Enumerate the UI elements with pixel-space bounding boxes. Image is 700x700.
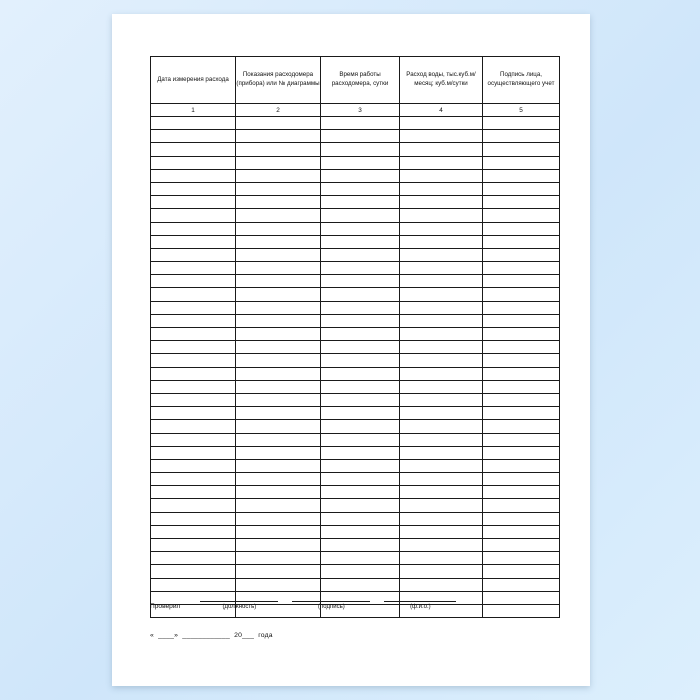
- cell-measurement-date[interactable]: [151, 341, 236, 354]
- cell-measurement-date[interactable]: [151, 275, 236, 288]
- cell-measurement-date[interactable]: [151, 578, 236, 591]
- cell-meter-readings[interactable]: [236, 420, 321, 433]
- cell-operating-time[interactable]: [321, 143, 400, 156]
- checked-by-label: Проверил: [150, 603, 181, 610]
- cell-measurement-date[interactable]: [151, 222, 236, 235]
- cell-measurement-date[interactable]: [151, 407, 236, 420]
- cell-water-consumption[interactable]: [400, 486, 483, 499]
- cell-measurement-date[interactable]: [151, 328, 236, 341]
- cell-signature[interactable]: [483, 169, 560, 182]
- table-row: [151, 539, 560, 552]
- cell-operating-time[interactable]: [321, 156, 400, 169]
- cell-signature[interactable]: [483, 446, 560, 459]
- cell-measurement-date[interactable]: [151, 314, 236, 327]
- table-row: [151, 156, 560, 169]
- cell-signature[interactable]: [483, 182, 560, 195]
- cell-signature[interactable]: [483, 459, 560, 472]
- table-row: [151, 446, 560, 459]
- table-row: [151, 262, 560, 275]
- cell-signature[interactable]: [483, 380, 560, 393]
- cell-signature[interactable]: [483, 288, 560, 301]
- cell-meter-readings[interactable]: [236, 262, 321, 275]
- table-row: [151, 341, 560, 354]
- cell-signature[interactable]: [483, 367, 560, 380]
- cell-operating-time[interactable]: [321, 209, 400, 222]
- cell-meter-readings[interactable]: [236, 117, 321, 130]
- signature-line-signature[interactable]: [292, 594, 370, 602]
- cell-signature[interactable]: [483, 117, 560, 130]
- cell-signature[interactable]: [483, 393, 560, 406]
- cell-measurement-date[interactable]: [151, 552, 236, 565]
- cell-signature[interactable]: [483, 407, 560, 420]
- cell-signature[interactable]: [483, 341, 560, 354]
- table-row: [151, 565, 560, 578]
- cell-water-consumption[interactable]: [400, 341, 483, 354]
- cell-operating-time[interactable]: [321, 380, 400, 393]
- cell-meter-readings[interactable]: [236, 512, 321, 525]
- cell-signature[interactable]: [483, 262, 560, 275]
- table-row: [151, 433, 560, 446]
- column-header-meter-readings: Показания расходомера (прибора) или № диаграммы: [236, 57, 321, 104]
- cell-water-consumption[interactable]: [400, 314, 483, 327]
- column-number-4: 4: [400, 104, 483, 117]
- table-row: [151, 209, 560, 222]
- table-row: [151, 301, 560, 314]
- cell-operating-time[interactable]: [321, 314, 400, 327]
- table-row: [151, 512, 560, 525]
- signature-caption-position: (должность): [222, 604, 257, 610]
- table-row: [151, 486, 560, 499]
- table-row: [151, 420, 560, 433]
- cell-measurement-date[interactable]: [151, 565, 236, 578]
- cell-water-consumption[interactable]: [400, 156, 483, 169]
- table-row: [151, 499, 560, 512]
- table-body: [151, 117, 560, 618]
- column-number-3: 3: [321, 104, 400, 117]
- cell-water-consumption[interactable]: [400, 407, 483, 420]
- cell-meter-readings[interactable]: [236, 156, 321, 169]
- cell-operating-time[interactable]: [321, 539, 400, 552]
- cell-water-consumption[interactable]: [400, 433, 483, 446]
- cell-measurement-date[interactable]: [151, 354, 236, 367]
- table-row: [151, 235, 560, 248]
- cell-operating-time[interactable]: [321, 196, 400, 209]
- table-row: [151, 393, 560, 406]
- cell-signature[interactable]: [483, 525, 560, 538]
- cell-water-consumption[interactable]: [400, 117, 483, 130]
- cell-water-consumption[interactable]: [400, 552, 483, 565]
- cell-water-consumption[interactable]: [400, 275, 483, 288]
- cell-meter-readings[interactable]: [236, 446, 321, 459]
- table-row: [151, 275, 560, 288]
- cell-meter-readings[interactable]: [236, 328, 321, 341]
- cell-signature[interactable]: [483, 328, 560, 341]
- cell-measurement-date[interactable]: [151, 248, 236, 261]
- cell-measurement-date[interactable]: [151, 367, 236, 380]
- cell-meter-readings[interactable]: [236, 367, 321, 380]
- table-row: [151, 578, 560, 591]
- cell-operating-time[interactable]: [321, 420, 400, 433]
- cell-operating-time[interactable]: [321, 222, 400, 235]
- cell-operating-time[interactable]: [321, 459, 400, 472]
- cell-signature[interactable]: [483, 539, 560, 552]
- cell-operating-time[interactable]: [321, 235, 400, 248]
- signature-field-fullname[interactable]: [384, 594, 456, 610]
- table-row: [151, 525, 560, 538]
- table-row: [151, 248, 560, 261]
- table-row: [151, 380, 560, 393]
- table-row: [151, 459, 560, 472]
- table-header-row: [151, 57, 560, 104]
- cell-measurement-date[interactable]: [151, 117, 236, 130]
- cell-measurement-date[interactable]: [151, 130, 236, 143]
- cell-operating-time[interactable]: [321, 393, 400, 406]
- cell-meter-readings[interactable]: [236, 433, 321, 446]
- cell-operating-time[interactable]: [321, 182, 400, 195]
- cell-operating-time[interactable]: [321, 499, 400, 512]
- cell-water-consumption[interactable]: [400, 130, 483, 143]
- table-row: [151, 473, 560, 486]
- cell-water-consumption[interactable]: [400, 301, 483, 314]
- cell-measurement-date[interactable]: [151, 209, 236, 222]
- cell-water-consumption[interactable]: [400, 525, 483, 538]
- cell-meter-readings[interactable]: [236, 459, 321, 472]
- cell-measurement-date[interactable]: [151, 539, 236, 552]
- cell-measurement-date[interactable]: [151, 512, 236, 525]
- cell-operating-time[interactable]: [321, 354, 400, 367]
- cell-water-consumption[interactable]: [400, 420, 483, 433]
- cell-measurement-date[interactable]: [151, 499, 236, 512]
- cell-water-consumption[interactable]: [400, 565, 483, 578]
- cell-water-consumption[interactable]: [400, 354, 483, 367]
- cell-water-consumption[interactable]: [400, 288, 483, 301]
- table-row: [151, 354, 560, 367]
- cell-operating-time[interactable]: [321, 486, 400, 499]
- cell-measurement-date[interactable]: [151, 288, 236, 301]
- column-header-operating-time: Время работы расходомера, сутки: [321, 57, 400, 104]
- cell-signature[interactable]: [483, 565, 560, 578]
- cell-operating-time[interactable]: [321, 288, 400, 301]
- cell-meter-readings[interactable]: [236, 301, 321, 314]
- signature-field-signature[interactable]: [292, 594, 370, 610]
- table-row: [151, 130, 560, 143]
- cell-measurement-date[interactable]: [151, 156, 236, 169]
- cell-operating-time[interactable]: [321, 565, 400, 578]
- cell-water-consumption[interactable]: [400, 262, 483, 275]
- column-number-5: 5: [483, 104, 560, 117]
- cell-measurement-date[interactable]: [151, 380, 236, 393]
- column-header-signature: Подпись лица, осуществляющего учет: [483, 57, 560, 104]
- cell-water-consumption[interactable]: [400, 222, 483, 235]
- cell-water-consumption[interactable]: [400, 235, 483, 248]
- table-row: [151, 314, 560, 327]
- cell-signature[interactable]: [483, 235, 560, 248]
- cell-measurement-date[interactable]: [151, 433, 236, 446]
- cell-signature[interactable]: [483, 222, 560, 235]
- cell-signature[interactable]: [483, 209, 560, 222]
- table-row: [151, 143, 560, 156]
- water-consumption-register-table: [150, 56, 560, 618]
- cell-signature[interactable]: [483, 473, 560, 486]
- cell-signature[interactable]: [483, 354, 560, 367]
- signature-caption-signature: (подпись): [318, 604, 345, 610]
- cell-meter-readings[interactable]: [236, 130, 321, 143]
- cell-operating-time[interactable]: [321, 328, 400, 341]
- column-header-measurement-date: Дата измерения расхода: [151, 57, 236, 104]
- cell-measurement-date[interactable]: [151, 301, 236, 314]
- cell-water-consumption[interactable]: [400, 248, 483, 261]
- cell-operating-time[interactable]: [321, 525, 400, 538]
- cell-water-consumption[interactable]: [400, 393, 483, 406]
- table-row: [151, 407, 560, 420]
- cell-operating-time[interactable]: [321, 169, 400, 182]
- cell-signature[interactable]: [483, 578, 560, 591]
- signature-line-fullname[interactable]: [384, 594, 456, 602]
- cell-meter-readings[interactable]: [236, 288, 321, 301]
- cell-measurement-date[interactable]: [151, 143, 236, 156]
- signature-caption-fullname: (ф.и.о.): [410, 604, 431, 610]
- column-number-2: 2: [236, 104, 321, 117]
- cell-measurement-date[interactable]: [151, 486, 236, 499]
- cell-meter-readings[interactable]: [236, 341, 321, 354]
- cell-operating-time[interactable]: [321, 446, 400, 459]
- cell-meter-readings[interactable]: [236, 169, 321, 182]
- cell-water-consumption[interactable]: [400, 169, 483, 182]
- cell-signature[interactable]: [483, 420, 560, 433]
- cell-operating-time[interactable]: [321, 301, 400, 314]
- cell-signature[interactable]: [483, 499, 560, 512]
- table-row: [151, 222, 560, 235]
- table-head: [151, 57, 560, 117]
- cell-meter-readings[interactable]: [236, 473, 321, 486]
- column-header-water-consumption: Расход воды, тыс.куб.м/месяц; куб.м/сутки: [400, 57, 483, 104]
- cell-measurement-date[interactable]: [151, 235, 236, 248]
- cell-meter-readings[interactable]: [236, 354, 321, 367]
- cell-signature[interactable]: [483, 196, 560, 209]
- cell-meter-readings[interactable]: [236, 248, 321, 261]
- cell-operating-time[interactable]: [321, 341, 400, 354]
- cell-water-consumption[interactable]: [400, 539, 483, 552]
- cell-meter-readings[interactable]: [236, 182, 321, 195]
- cell-signature[interactable]: [483, 552, 560, 565]
- cell-meter-readings[interactable]: [236, 486, 321, 499]
- cell-water-consumption[interactable]: [400, 380, 483, 393]
- cell-meter-readings[interactable]: [236, 393, 321, 406]
- cell-signature[interactable]: [483, 130, 560, 143]
- cell-signature[interactable]: [483, 156, 560, 169]
- cell-water-consumption[interactable]: [400, 209, 483, 222]
- cell-signature[interactable]: [483, 314, 560, 327]
- cell-measurement-date[interactable]: [151, 446, 236, 459]
- cell-water-consumption[interactable]: [400, 182, 483, 195]
- cell-signature[interactable]: [483, 433, 560, 446]
- cell-meter-readings[interactable]: [236, 143, 321, 156]
- cell-operating-time[interactable]: [321, 248, 400, 261]
- cell-measurement-date[interactable]: [151, 169, 236, 182]
- signature-line-position[interactable]: [200, 594, 278, 602]
- column-number-1: 1: [151, 104, 236, 117]
- cell-water-consumption[interactable]: [400, 473, 483, 486]
- table-row: [151, 117, 560, 130]
- cell-meter-readings[interactable]: [236, 314, 321, 327]
- cell-water-consumption[interactable]: [400, 459, 483, 472]
- cell-operating-time[interactable]: [321, 262, 400, 275]
- cell-water-consumption[interactable]: [400, 196, 483, 209]
- cell-meter-readings[interactable]: [236, 552, 321, 565]
- cell-signature[interactable]: [483, 512, 560, 525]
- cell-measurement-date[interactable]: [151, 459, 236, 472]
- cell-operating-time[interactable]: [321, 512, 400, 525]
- document-sheet: [112, 14, 590, 686]
- cell-operating-time[interactable]: [321, 367, 400, 380]
- table-row: [151, 288, 560, 301]
- cell-water-consumption[interactable]: [400, 143, 483, 156]
- table-row: [151, 169, 560, 182]
- cell-water-consumption[interactable]: [400, 367, 483, 380]
- cell-measurement-date[interactable]: [151, 473, 236, 486]
- cell-measurement-date[interactable]: [151, 262, 236, 275]
- table-row: [151, 552, 560, 565]
- signature-field-position[interactable]: [200, 594, 278, 610]
- cell-operating-time[interactable]: [321, 130, 400, 143]
- cell-meter-readings[interactable]: [236, 525, 321, 538]
- cell-signature[interactable]: [483, 486, 560, 499]
- cell-water-consumption[interactable]: [400, 446, 483, 459]
- date-line-text: « ____» ____________ 20___ года: [150, 632, 273, 639]
- cell-meter-readings[interactable]: [236, 196, 321, 209]
- table-row: [151, 367, 560, 380]
- table-column-number-row: [151, 104, 560, 117]
- cell-measurement-date[interactable]: [151, 420, 236, 433]
- cell-operating-time[interactable]: [321, 117, 400, 130]
- cell-measurement-date[interactable]: [151, 196, 236, 209]
- cell-signature[interactable]: [483, 143, 560, 156]
- cell-signature[interactable]: [483, 275, 560, 288]
- cell-meter-readings[interactable]: [236, 235, 321, 248]
- cell-operating-time[interactable]: [321, 473, 400, 486]
- cell-water-consumption[interactable]: [400, 499, 483, 512]
- signature-row: [150, 594, 554, 610]
- cell-operating-time[interactable]: [321, 407, 400, 420]
- cell-meter-readings[interactable]: [236, 222, 321, 235]
- table-row: [151, 196, 560, 209]
- cell-operating-time[interactable]: [321, 552, 400, 565]
- cell-operating-time[interactable]: [321, 578, 400, 591]
- cell-water-consumption[interactable]: [400, 512, 483, 525]
- cell-meter-readings[interactable]: [236, 380, 321, 393]
- cell-operating-time[interactable]: [321, 275, 400, 288]
- date-line[interactable]: [150, 632, 554, 639]
- cell-measurement-date[interactable]: [151, 393, 236, 406]
- cell-meter-readings[interactable]: [236, 578, 321, 591]
- document-footer: [150, 594, 554, 639]
- cell-meter-readings[interactable]: [236, 539, 321, 552]
- table-row: [151, 182, 560, 195]
- cell-meter-readings[interactable]: [236, 275, 321, 288]
- cell-water-consumption[interactable]: [400, 578, 483, 591]
- table-area: [150, 56, 554, 618]
- cell-measurement-date[interactable]: [151, 525, 236, 538]
- cell-operating-time[interactable]: [321, 433, 400, 446]
- cell-signature[interactable]: [483, 301, 560, 314]
- table-row: [151, 328, 560, 341]
- cell-signature[interactable]: [483, 248, 560, 261]
- cell-meter-readings[interactable]: [236, 209, 321, 222]
- cell-water-consumption[interactable]: [400, 328, 483, 341]
- cell-measurement-date[interactable]: [151, 182, 236, 195]
- cell-meter-readings[interactable]: [236, 565, 321, 578]
- cell-meter-readings[interactable]: [236, 499, 321, 512]
- cell-meter-readings[interactable]: [236, 407, 321, 420]
